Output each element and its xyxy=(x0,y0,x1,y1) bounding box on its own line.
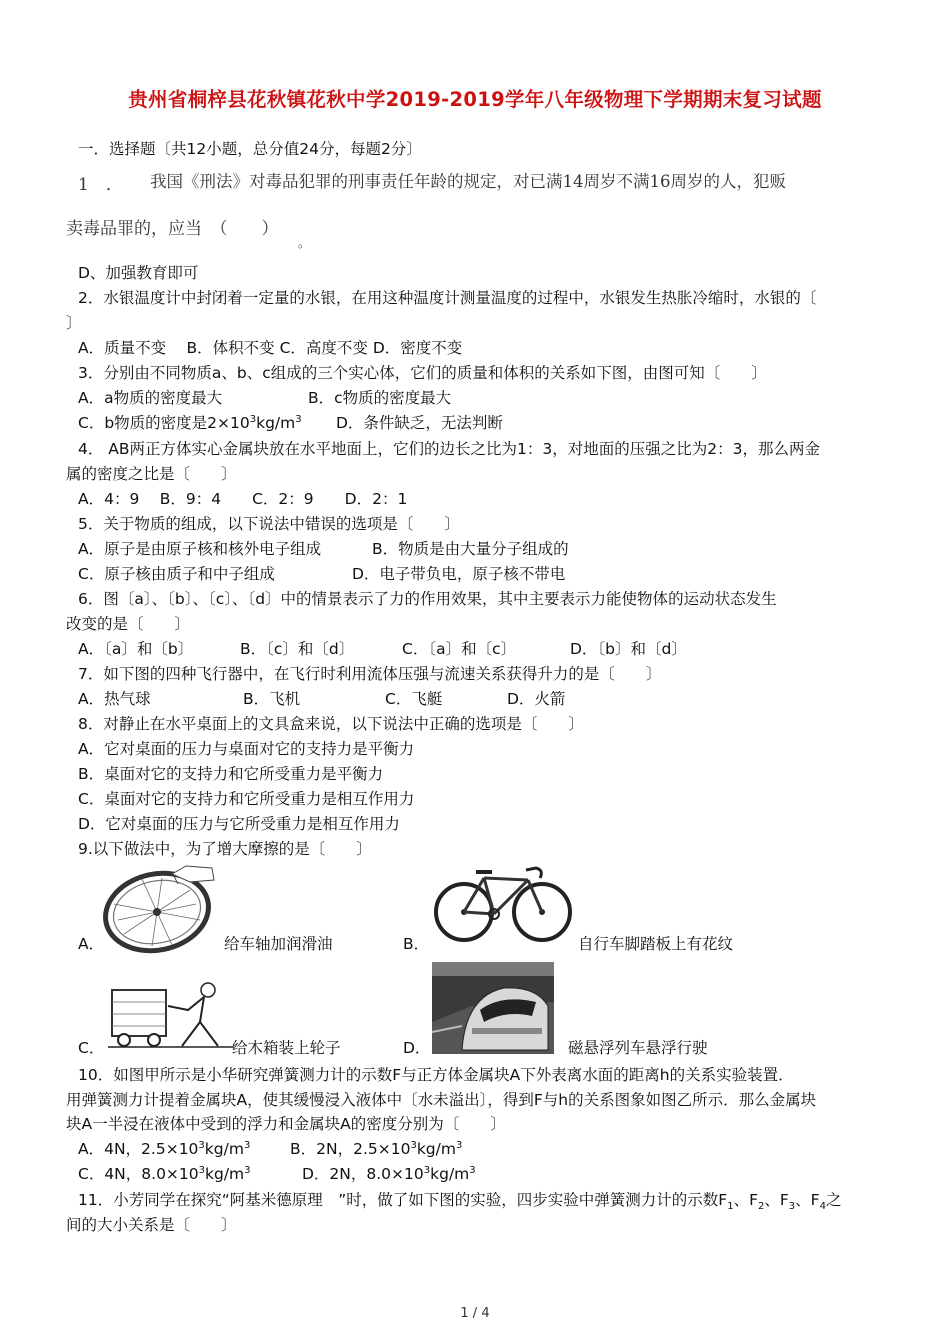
q1-stem-line1: 我国《刑法》对毒品犯罪的刑事责任年龄的规定，对已满14周岁不满16周岁的人，犯贩 xyxy=(150,172,786,191)
q3-option-a: A．a物质的密度最大 xyxy=(78,389,223,407)
q1-number: 1 ． xyxy=(78,175,123,195)
q2-stem-line2: 〕 xyxy=(66,314,82,332)
q8-option-a: A．它对桌面的压力与桌面对它的支持力是平衡力 xyxy=(78,740,415,758)
q1-option-d: D、加强教育即可 xyxy=(78,264,199,282)
q10-option-b: B．2N，$2.5\times 10^3kg/m^3$ xyxy=(290,1139,463,1158)
q9-stem: 9.以下做法中，为了增大摩擦的是〔 〕 xyxy=(78,840,372,858)
q6-option-b: B．〔c〕和〔d〕 xyxy=(240,640,355,658)
q11-stem-line2: 间的大小关系是〔 〕 xyxy=(66,1216,237,1234)
q9-label-d: D． xyxy=(403,1039,431,1057)
q9-label-b: B． xyxy=(403,935,430,953)
q4-stem-line1: 4． AB两正方体实心金属块放在水平地面上，它们的边长之比为1：3，对地面的压强之比为2：3，那么两金 xyxy=(78,440,820,458)
section-heading: 一．选择题〔共12小题，总分值24分，每题2分〕 xyxy=(78,140,422,158)
bicycle-image xyxy=(432,858,574,944)
q4-stem-line2: 属的密度之比是〔 〕 xyxy=(66,465,237,483)
q7-option-a: A．热气球 xyxy=(78,690,151,708)
q6-option-d: D．〔b〕和〔d〕 xyxy=(570,640,687,658)
q5-stem: 5．关于物质的组成，以下说法中错误的选项是〔 〕 xyxy=(78,515,460,533)
q5-option-a: A．原子是由原子核和核外电子组成 xyxy=(78,540,322,558)
q5-option-b: B．物质是由大量分子组成的 xyxy=(372,540,569,558)
q10-stem-line3: 块A一半浸在液体中受到的浮力和金属块A的密度分别为〔 〕 xyxy=(66,1115,506,1133)
q1-stem-line2: 卖毒品罪的，应当 （ ） xyxy=(66,219,279,239)
q8-option-d: D．它对桌面的压力与它所受重力是相互作用力 xyxy=(78,815,400,833)
page-title: 贵州省桐梓县花秋镇花秋中学2019-2019学年八年级物理下学期期末复习试题 xyxy=(128,88,822,111)
q9-option-a-text: 给车轴加润滑油 xyxy=(224,935,333,953)
q7-option-b: B．飞机 xyxy=(243,690,301,708)
q7-stem: 7．如下图的四种飞行器中，在飞行时利用流体压强与流速关系获得升力的是〔 〕 xyxy=(78,665,662,683)
q7-option-c: C．飞艇 xyxy=(385,690,443,708)
q10-option-a: A．4N，$2.5\times 10^3kg/m^3$ xyxy=(78,1139,251,1158)
q11-stem-line1: 11．小芳同学在探究“阿基米德原理 ”时，做了如下图的实验，四步实验中弹簧测力计的示数$F_1$、$F_2$、$F_3$、$F_4$之 xyxy=(78,1191,842,1213)
q9-label-a: A． xyxy=(78,935,105,953)
q5-option-d: D．电子带负电，原子核不带电 xyxy=(352,565,566,583)
q10-stem-line1: 10．如图甲所示是小华研究弹簧测力计的示数F与正方体金属块A下外表离水面的距离h的关系实验装置． xyxy=(78,1066,794,1084)
q9-option-d-text: 磁悬浮列车悬浮行驶 xyxy=(568,1039,708,1057)
wooden-box-pushing-image xyxy=(108,976,234,1052)
q9-option-c-text: 给木箱装上轮子 xyxy=(232,1039,341,1057)
q4-options: A．4：9 B．9：4 C．2：9 D．2：1 xyxy=(78,490,408,508)
q6-option-c: C．〔a〕和〔c〕 xyxy=(402,640,517,658)
q6-option-a: A．〔a〕和〔b〕 xyxy=(78,640,194,658)
q6-stem-line2: 改变的是〔 〕 xyxy=(66,615,191,633)
maglev-train-image xyxy=(432,962,554,1054)
q6-stem-line1: 6．图〔a〕、〔b〕、〔c〕、〔d〕中的情景表示了力的作用效果，其中主要表示力能使物体的运动状态发生 xyxy=(78,590,777,608)
q10-option-c: C．4N，$8.0\times 10^3kg/m^3$ xyxy=(78,1164,251,1183)
q3-option-c: C．b物质的密度是$2\times 10^3kg/m^3$ xyxy=(78,413,302,432)
q3-option-d: D．条件缺乏，无法判断 xyxy=(336,414,503,432)
q7-option-d: D．火箭 xyxy=(507,690,566,708)
page-number: 1 / 4 xyxy=(460,1306,490,1321)
q2-stem-line1: 2．水银温度计中封闭着一定量的水银，在用这种温度计测量温度的过程中，水银发生热胀冷缩时，水银的〔 xyxy=(78,289,817,307)
q10-stem-line2: 用弹簧测力计提着金属块A，使其缓慢浸入液体中〔水未溢出〕，得到F与h的关系图象如图乙所示．那么金属块 xyxy=(66,1091,817,1109)
q3-stem: 3．分别由不同物质a、b、c组成的三个实心体，它们的质量和体积的关系如下图，由图可知〔 〕 xyxy=(78,364,767,382)
q2-options: A．质量不变 B．体积不变 C．高度不变 D．密度不变 xyxy=(78,339,463,357)
q8-option-b: B．桌面对它的支持力和它所受重力是平衡力 xyxy=(78,765,384,783)
q10-option-d: D．2N，$8.0\times 10^3kg/m^3$ xyxy=(302,1164,476,1183)
q9-label-c: C． xyxy=(78,1039,105,1057)
wheel-oiling-image xyxy=(102,864,220,954)
q1-mark: 。 xyxy=(298,236,311,250)
q8-option-c: C．桌面对它的支持力和它所受重力是相互作用力 xyxy=(78,790,415,808)
q9-option-b-text: 自行车脚踏板上有花纹 xyxy=(578,935,734,953)
q8-stem: 8．对静止在水平桌面上的文具盒来说，以下说法中正确的选项是〔 〕 xyxy=(78,715,584,733)
q3-option-b: B．c物质的密度最大 xyxy=(308,389,452,407)
q5-option-c: C．原子核由质子和中子组成 xyxy=(78,565,275,583)
